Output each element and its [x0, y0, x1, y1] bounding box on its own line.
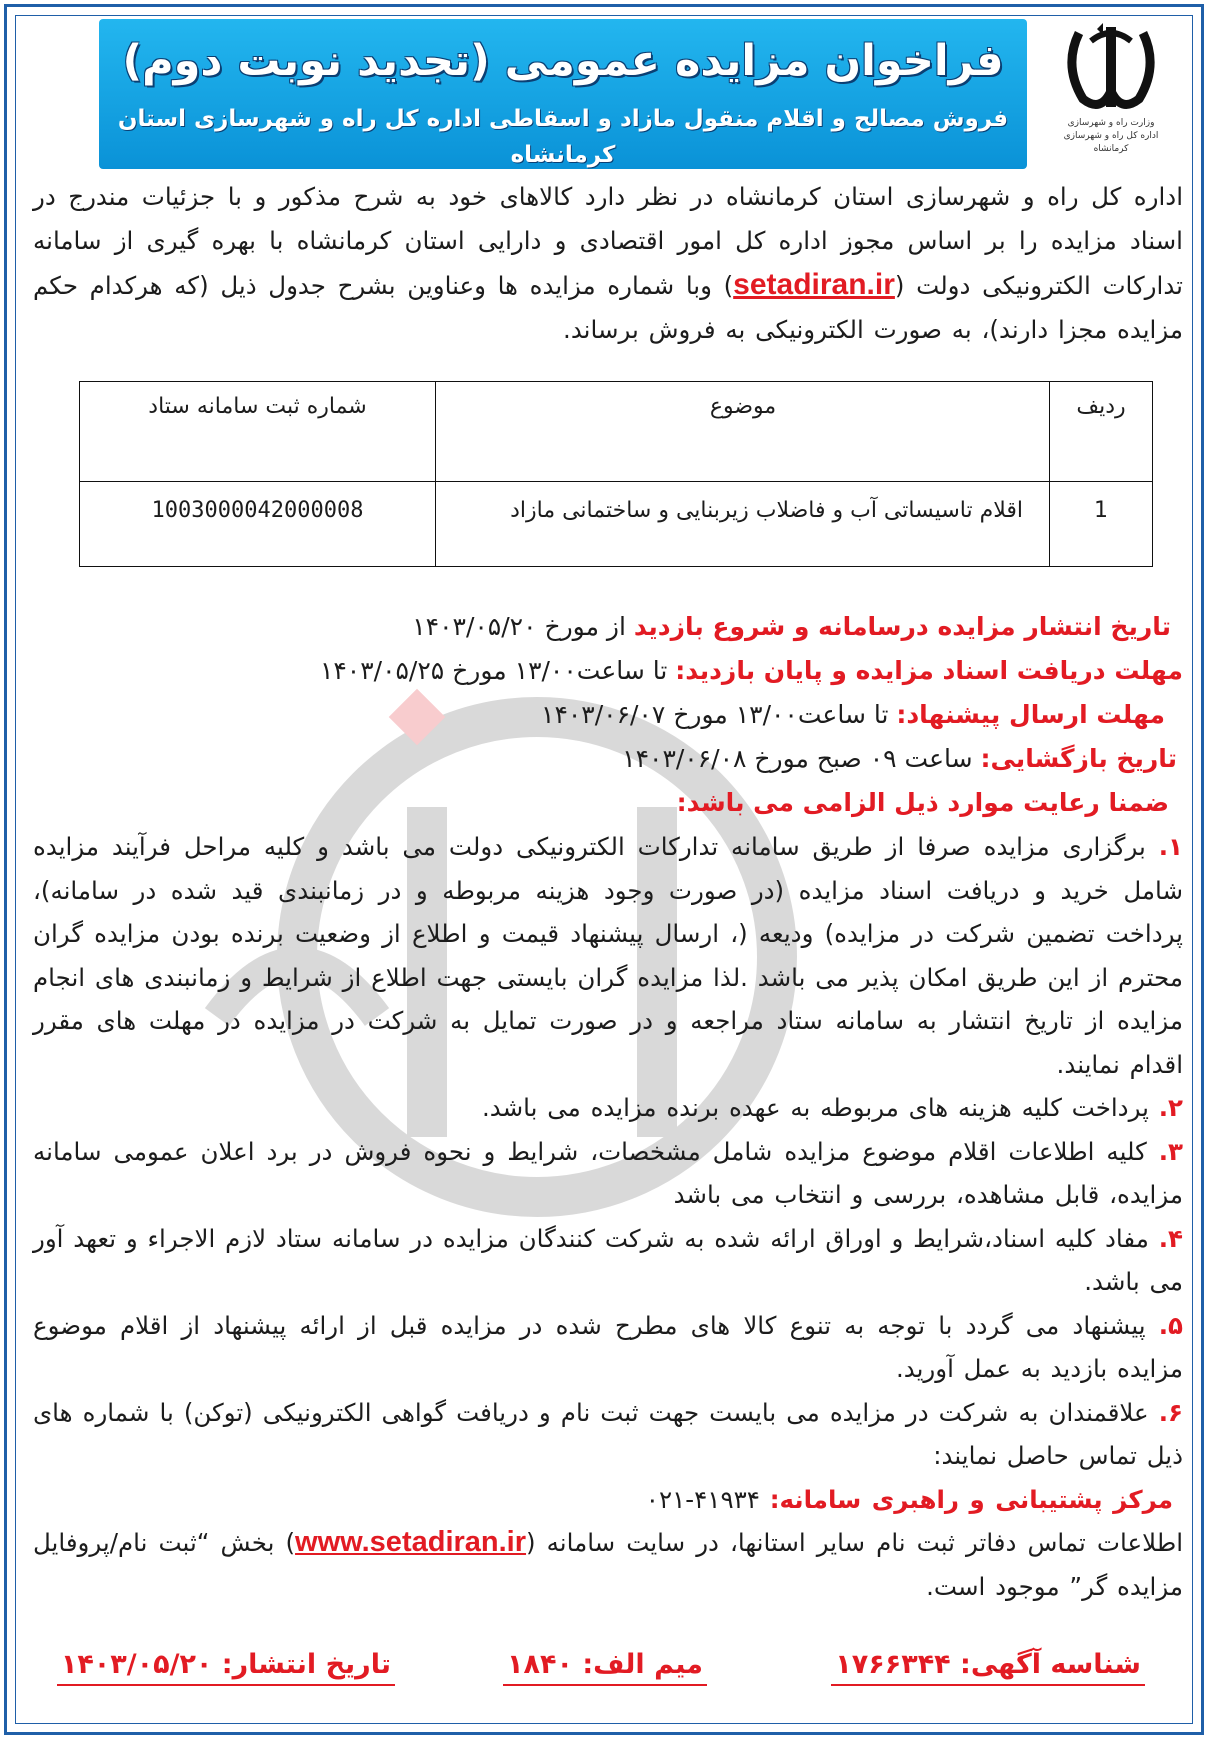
docs-deadline-line: [33, 649, 1183, 693]
opening-label: تاریخ بازگشایی:: [980, 744, 1177, 773]
header-banner: [99, 19, 1027, 169]
condition-number: ۲.: [1158, 1093, 1183, 1122]
condition-number: ۴.: [1158, 1223, 1183, 1253]
opening-value: ساعت ۰۹ صبح مورخ ۱۴۰۳/۰۶/۰۸: [622, 744, 981, 773]
condition-text: برگزاری مزایده صرفا از طریق سامانه تدارکات الکترونیکی دولت می باشد و کلیه مراحل فرآیند مزایده شامل خرید و دریافت اسناد مزایده (در صورت وجود هزینه مربوطه و در زمانبندی قید شده در سامانه)، پرداخت تضمین شرکت در مزایده) ودیعه (، ارسال پیشنهاد قیمت و اطلاع از وضعیت برنده بودن مزایده گران محترم از این طریق امکان پذیر می باشد .لذا مزایده گران بایستی جهت اطلاع از شرایط و زمانبندی های انجام مزایده از تاریخ انتشار به سامانه ستاد مراجعه و در صورت تمایل به شرکت در مزایده در مهلت های مقرر اقدام نمایند.: [33, 832, 1183, 1079]
publish-label: تاریخ انتشار مزایده درسامانه و شروع بازدید: [633, 612, 1171, 641]
condition-number: ۵.: [1158, 1310, 1183, 1340]
header-subject: موضوع: [436, 382, 1050, 482]
intro-text-1: اداره کل راه و شهرسازی استان کرمانشاه در نظر دارد کالاهای خود به شرح مذکور و با جزئیات مندرج در اسناد مزایده را بر اساس مجوز اداره کل امور اقتصادی و دارایی استان کرمانشاه با بهره گیری از سامانه تدارکات الکترونیکی دولت (: [33, 182, 1183, 300]
setadiran-link[interactable]: setadiran.ir: [733, 268, 895, 301]
offices-text-1: اطلاعات تماس دفاتر ثبت نام سایر استانها، در سایت سامانه (: [526, 1528, 1183, 1557]
auction-items-table: [79, 381, 1153, 567]
header-row-number: ردیف: [1050, 382, 1153, 482]
cell-subject: اقلام تاسیساتی آب و فاضلاب زیربنایی و ساختمانی مازاد: [436, 482, 1050, 567]
condition-text: پرداخت کلیه هزینه های مربوطه به عهده برنده مزایده می باشد.: [482, 1093, 1159, 1122]
list-item: [33, 825, 1183, 1086]
emblem-caption-ministry: وزارت راه و شهرسازی: [1067, 118, 1155, 128]
docs-value: تا ساعت۱۳/۰۰ مورخ ۱۴۰۳/۰۵/۲۵: [319, 656, 676, 685]
footer: [47, 1643, 1167, 1703]
publish-date-line: [33, 605, 1183, 649]
page-title: فراخوان مزایده عمومی (تجدید نوبت دوم): [122, 36, 1004, 86]
opening-date-line: [33, 737, 1183, 781]
list-item: [33, 1304, 1183, 1391]
condition-number: ۳.: [1158, 1136, 1183, 1166]
offer-value: تا ساعت۱۳/۰۰ مورخ ۱۴۰۳/۰۶/۰۷: [541, 700, 897, 729]
docs-label: مهلت دریافت اسناد مزایده و پایان بازدید:: [675, 656, 1183, 685]
setadiran-www-link[interactable]: www.setadiran.ir: [295, 1526, 527, 1558]
table-header-row: [80, 382, 1153, 482]
dates-section: [33, 605, 1183, 825]
emblem-icon: [1061, 21, 1161, 117]
condition-text: مفاد کلیه اسناد،شرایط و اوراق ارائه شده به شرکت کنندگان مزایده در سامانه ستاد لازم الاجراء و تعهد آور می باشد.: [33, 1223, 1183, 1296]
list-item: [33, 1217, 1183, 1304]
note-label: ضمنا رعایت موارد ذیل الزامی می باشد:: [676, 788, 1169, 817]
support-phone: ۴۱۹۳۴-۰۲۱: [645, 1484, 770, 1514]
cell-registration-number: 1003000042000008: [80, 482, 436, 567]
cell-row-number: 1: [1050, 482, 1153, 567]
intro-paragraph: [33, 175, 1183, 352]
notice-frame: [4, 4, 1204, 1735]
offer-deadline-line: [33, 693, 1183, 737]
emblem-caption-office: اداره کل راه و شهرسازی کرمانشاه: [1063, 131, 1159, 154]
ad-id: شناسه آگهی: ۱۷۶۶۳۴۴: [831, 1649, 1145, 1686]
list-item: [33, 1086, 1183, 1130]
requirements-note: [33, 781, 1183, 825]
offer-label: مهلت ارسال پیشنهاد:: [896, 700, 1165, 729]
condition-text: کلیه اطلاعات اقلام موضوع مزایده شامل مشخصات، شرایط و نحوه فروش در برد اعلان عمومی سامانه مزایده، قابل مشاهده، بررسی و انتخاب می باشد: [33, 1136, 1183, 1209]
header-registration: شماره ثبت سامانه ستاد: [80, 382, 436, 482]
publish-date: تاریخ انتشار: ۱۴۰۳/۰۵/۲۰: [57, 1649, 395, 1686]
intro-text-2: ) وبا شماره مزایده ها وعناوین بشرح جدول ذیل (که هرکدام حکم مزایده مجزا دارند)، به صورت الکترونیکی به فروش برساند.: [33, 271, 1183, 344]
condition-number: ۱.: [1158, 832, 1183, 861]
registration-offices-info: [33, 1521, 1183, 1608]
offices-text-2: ) بخش “ثبت نام/پروفایل مزایده گر” موجود است.: [33, 1528, 1183, 1601]
publish-value: از مورخ ۱۴۰۳/۰۵/۲۰: [412, 612, 634, 641]
ministry-emblem: [1047, 21, 1175, 161]
condition-text: علاقمندان به شرکت در مزایده می بایست جهت ثبت نام و دریافت گواهی الکترونیکی (توکن) با شماره های ذیل تماس حاصل نمایند:: [33, 1397, 1183, 1470]
list-item: [33, 1130, 1183, 1217]
condition-number: ۶.: [1158, 1397, 1183, 1427]
list-item: [33, 1391, 1183, 1478]
support-center-line: [33, 1478, 1183, 1522]
conditions-list: [33, 825, 1183, 1608]
table-row: [80, 482, 1153, 567]
support-label: مرکز پشتیبانی و راهبری سامانه:: [769, 1484, 1173, 1514]
condition-text: پیشنهاد می گردد با توجه به تنوع کالا های مطرح شده در مزایده قبل از ارائه پیشنهاد از اقلام موضوع مزایده بازدید به عمل آورید.: [33, 1310, 1183, 1383]
page-subtitle: فروش مصالح و اقلام منقول مازاد و اسقاطی اداره کل راه و شهرسازی استان کرمانشاه: [117, 106, 1009, 168]
mim-alef-number: میم الف: ۱۸۴۰: [503, 1649, 707, 1686]
